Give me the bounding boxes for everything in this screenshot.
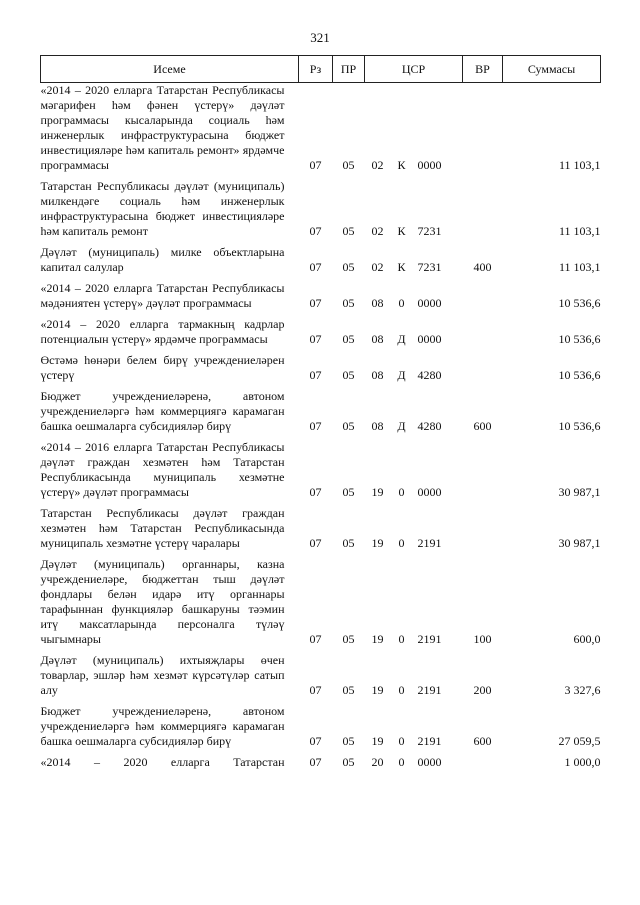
row-rz-cell: 07	[309, 296, 322, 310]
row-rz-cell: 07	[309, 224, 322, 238]
table-row	[41, 83, 601, 174]
page-number: 321	[310, 30, 330, 45]
row-vr-cell	[463, 311, 503, 347]
row-vr-cell: 600	[473, 734, 492, 748]
row-csr-program-cell: 02	[371, 224, 384, 238]
row-pr-cell: 05	[342, 332, 355, 346]
row-csr-code-cell: 0000	[417, 158, 442, 172]
row-pr-cell: 05	[342, 296, 355, 310]
row-pr-cell: 05	[342, 536, 355, 550]
row-sum-cell: 27 059,5	[558, 734, 601, 748]
row-pr-cell: 05	[342, 419, 355, 433]
row-rz-cell: 07	[309, 368, 322, 382]
row-name-cell: «2014 – 2020 елларга Татарстан Республикасы мәгарифен һәм фәнен үстерү» дәүләт программасы кысаларында социаль һәм инженерлык инфраструктурасына бюджет инвестицияләре һәм капиталь ремонт» ярдәмче программасы	[40, 83, 285, 172]
row-csr-subprogram-cell: 0	[398, 734, 405, 748]
row-csr-code-cell: 0000	[417, 485, 442, 499]
row-pr-cell: 05	[342, 485, 355, 499]
row-csr-code-cell: 0000	[417, 296, 442, 310]
row-rz-cell: 07	[309, 536, 322, 550]
row-csr-subprogram-cell: Д	[397, 419, 406, 433]
row-csr-program-cell: 19	[371, 536, 384, 550]
row-name-cell: Дәүләт (муниципаль) органнары, казна учреждениеләре, бюджеттан тыш дәүләт фондлары белән идарә итү органнары тарафыннан функцияләр башкаруны тәэмин итү максатларында персоналга түләү чыгымнары	[40, 557, 285, 646]
row-rz-cell: 07	[309, 260, 322, 274]
table-row	[41, 500, 601, 551]
row-rz-cell: 07	[309, 683, 322, 697]
row-sum-cell: 10 536,6	[558, 368, 601, 382]
row-csr-subprogram-cell: 0	[398, 536, 405, 550]
row-csr-code-cell: 2191	[417, 683, 442, 697]
row-sum-cell: 1 000,0	[564, 755, 601, 769]
row-csr-program-cell: 19	[371, 683, 384, 697]
row-rz-cell: 07	[309, 755, 322, 769]
row-sum-cell: 30 987,1	[558, 536, 601, 550]
row-vr-cell: 100	[473, 632, 492, 646]
row-vr-cell: 400	[473, 260, 492, 274]
row-name-cell: «2014 – 2020 елларга Татарстан Республикасы мәдәниятен үстерү» дәүләт программасы	[40, 281, 285, 310]
row-pr-cell: 05	[342, 158, 355, 172]
row-csr-code-cell: 4280	[417, 419, 442, 433]
table-row	[41, 173, 601, 239]
row-vr-cell: 200	[473, 683, 492, 697]
row-csr-program-cell: 19	[371, 734, 384, 748]
row-csr-code-cell: 2191	[417, 632, 442, 646]
row-vr-cell	[463, 500, 503, 551]
row-name-cell: Татарстан Республикасы дәүләт (муниципаль) милкендәге социаль һәм инженерлык инфраструктурасына бюджет инвестицияләре һәм капиталь ремонт	[40, 179, 285, 238]
row-pr-cell: 05	[342, 755, 355, 769]
row-csr-code-cell: 7231	[417, 260, 442, 274]
row-csr-subprogram-cell: Д	[397, 332, 406, 346]
table-row	[41, 347, 601, 383]
row-csr-program-cell: 08	[371, 332, 384, 346]
row-sum-cell: 10 536,6	[558, 332, 601, 346]
row-sum-cell: 11 103,1	[558, 224, 601, 238]
row-csr-program-cell: 02	[371, 158, 384, 172]
row-vr-cell	[463, 275, 503, 311]
row-name-cell: Дәүләт (муниципаль) ихтыяҗлары өчен товарлар, эшләр һәм хезмәт күрсәтүләр сатып алу	[40, 653, 285, 697]
row-csr-code-cell: 4280	[417, 368, 442, 382]
table-row	[41, 383, 601, 434]
row-csr-subprogram-cell: К	[397, 224, 406, 238]
budget-table	[40, 55, 601, 770]
row-vr-cell	[463, 83, 503, 174]
row-sum-cell: 11 103,1	[558, 260, 601, 274]
row-pr-cell: 05	[342, 368, 355, 382]
row-csr-code-cell: 7231	[417, 224, 442, 238]
row-vr-cell	[463, 173, 503, 239]
row-csr-subprogram-cell: К	[397, 158, 406, 172]
header-csr: ЦСР	[365, 56, 463, 83]
row-sum-cell: 600,0	[573, 632, 601, 646]
row-csr-subprogram-cell: 0	[398, 755, 405, 769]
row-csr-subprogram-cell: 0	[398, 296, 405, 310]
table-row	[41, 551, 601, 647]
row-pr-cell: 05	[342, 260, 355, 274]
row-csr-code-cell: 2191	[417, 734, 442, 748]
row-csr-code-cell: 0000	[417, 332, 442, 346]
table-body	[41, 83, 601, 771]
row-rz-cell: 07	[309, 419, 322, 433]
row-name-cell: «2014 – 2016 елларга Татарстан Республикасы дәүләт граждан хезмәтен һәм Татарстан Республикасында муниципаль хезмәтне үстерү» дәүләт программасы	[40, 440, 285, 499]
row-vr-cell	[463, 347, 503, 383]
table-row	[41, 275, 601, 311]
row-sum-cell: 10 536,6	[558, 419, 601, 433]
row-name-cell: Өстәмә һөнәри белем бирү учреждениеләрен үстерү	[40, 353, 285, 382]
row-name-cell: «2014 – 2020 елларга тармакның кадрлар потенциалын үстерү» ярдәмче программасы	[40, 317, 285, 346]
row-csr-program-cell: 08	[371, 419, 384, 433]
header-sum: Суммасы	[503, 56, 601, 83]
row-name-cell: Дәүләт (муниципаль) милке объектларына капитал салулар	[40, 245, 285, 274]
row-vr-cell	[463, 434, 503, 500]
table-header	[41, 56, 601, 83]
row-name-cell: Бюджет учреждениеләренә, автоном учреждениеләргә һәм коммерциягә карамаган башка оешмаларга субсидияләр бирү	[40, 704, 285, 748]
table-row	[41, 698, 601, 749]
row-csr-code-cell: 2191	[417, 536, 442, 550]
table-row	[41, 647, 601, 698]
row-vr-cell	[463, 749, 503, 770]
table-row	[41, 311, 601, 347]
row-pr-cell: 05	[342, 632, 355, 646]
row-csr-subprogram-cell: К	[397, 260, 406, 274]
row-csr-program-cell: 20	[371, 755, 384, 769]
header-rz: Рз	[299, 56, 333, 83]
row-name-cell: Татарстан Республикасы дәүләт граждан хезмәтен һәм Татарстан Республикасында муниципаль хезмәтне үстерү чаралары	[40, 506, 285, 550]
row-rz-cell: 07	[309, 632, 322, 646]
table-row	[41, 434, 601, 500]
row-csr-subprogram-cell: Д	[397, 368, 406, 382]
table-row	[41, 239, 601, 275]
row-csr-program-cell: 19	[371, 632, 384, 646]
row-rz-cell: 07	[309, 734, 322, 748]
row-csr-program-cell: 19	[371, 485, 384, 499]
header-name: Исеме	[41, 56, 299, 83]
row-name-cell: Бюджет учреждениеләренә, автоном учреждениеләргә һәм коммерциягә карамаган башка оешмаларга субсидияләр бирү	[40, 389, 285, 433]
table-row	[41, 749, 601, 770]
header-pr: ПР	[333, 56, 365, 83]
row-sum-cell: 3 327,6	[564, 683, 601, 697]
row-pr-cell: 05	[342, 224, 355, 238]
row-name-cell: «2014 – 2020 елларга Татарстан	[40, 755, 285, 769]
row-rz-cell: 07	[309, 158, 322, 172]
row-csr-program-cell: 02	[371, 260, 384, 274]
row-rz-cell: 07	[309, 332, 322, 346]
row-pr-cell: 05	[342, 683, 355, 697]
row-csr-program-cell: 08	[371, 368, 384, 382]
row-sum-cell: 10 536,6	[558, 296, 601, 310]
header-vr: ВР	[463, 56, 503, 83]
row-pr-cell: 05	[342, 734, 355, 748]
row-sum-cell: 11 103,1	[558, 158, 601, 172]
row-csr-program-cell: 08	[371, 296, 384, 310]
row-csr-subprogram-cell: 0	[398, 632, 405, 646]
row-csr-code-cell: 0000	[417, 755, 442, 769]
row-vr-cell: 600	[473, 419, 492, 433]
row-csr-subprogram-cell: 0	[398, 683, 405, 697]
row-sum-cell: 30 987,1	[558, 485, 601, 499]
row-csr-subprogram-cell: 0	[398, 485, 405, 499]
row-rz-cell: 07	[309, 485, 322, 499]
